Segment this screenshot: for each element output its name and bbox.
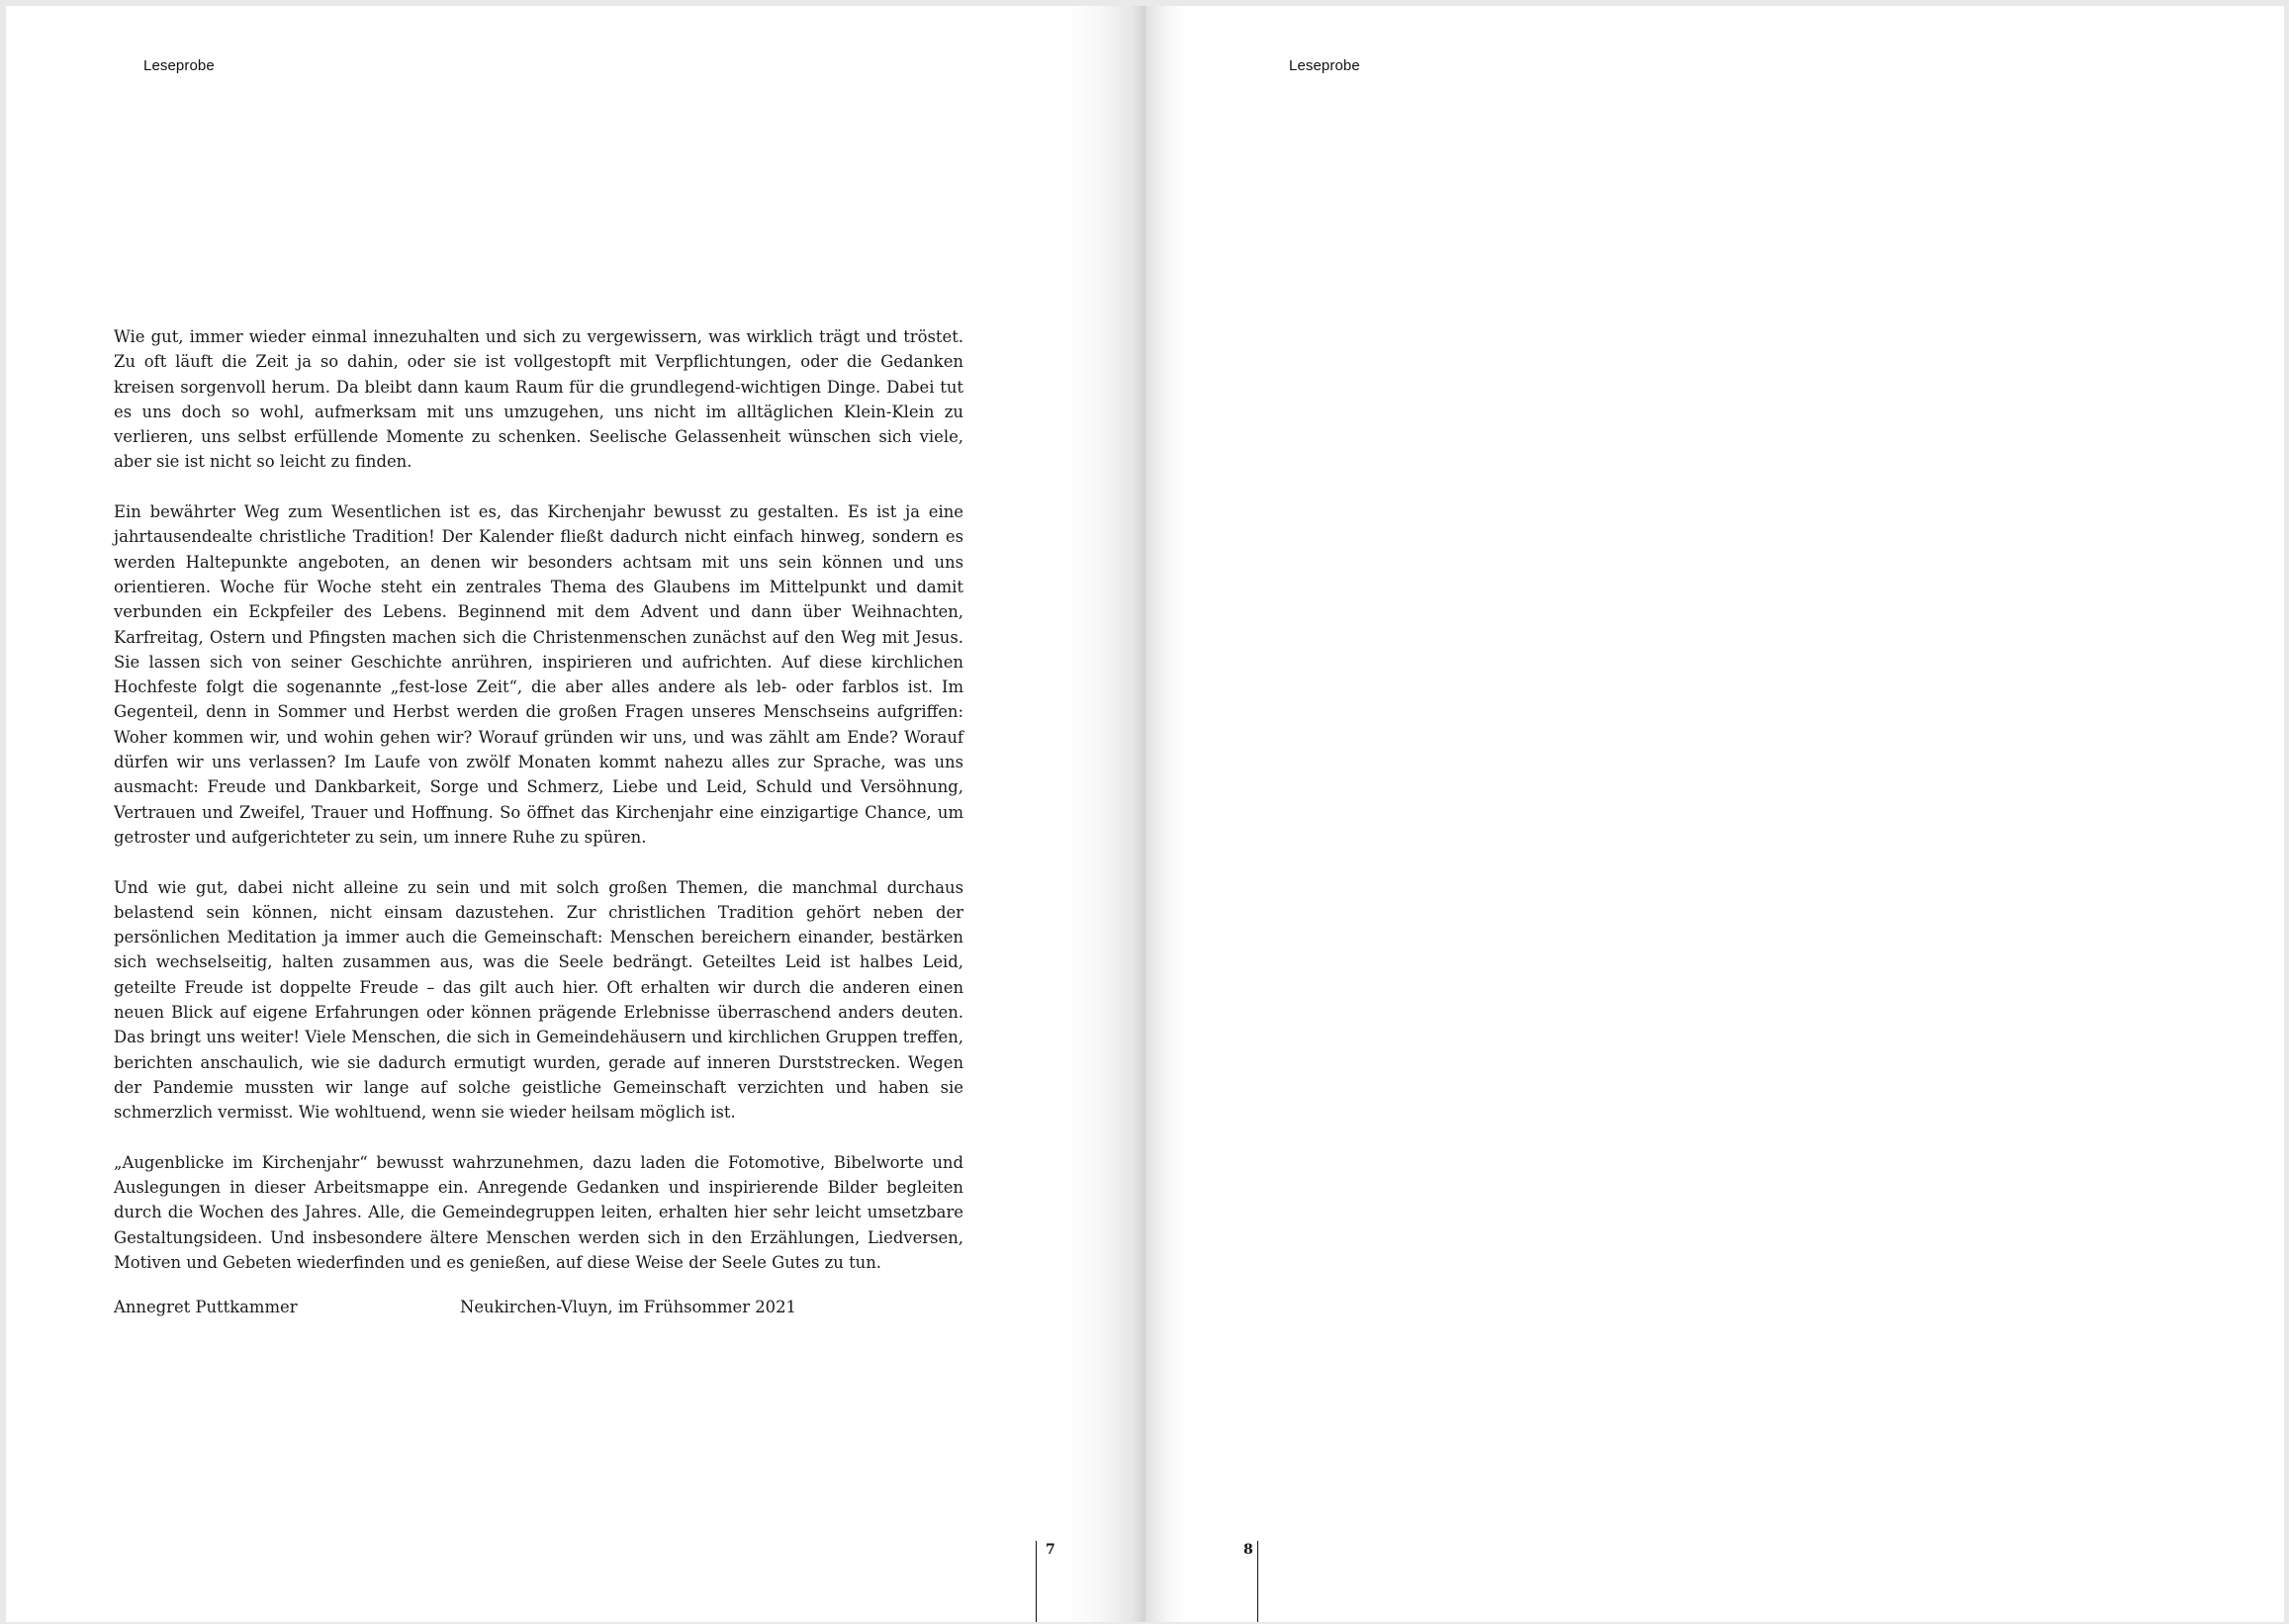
- author-name: Annegret Puttkammer: [114, 1298, 298, 1316]
- page-number-right: 8: [1243, 1542, 1253, 1558]
- gutter-shadow-left: [1064, 6, 1145, 1622]
- gutter-shadow-right: [1145, 6, 1185, 1622]
- foreword-text: [114, 324, 963, 1301]
- page-number-left: 7: [1046, 1542, 1055, 1558]
- running-head-right: Leseprobe: [1289, 57, 1360, 74]
- paragraph-2: Ein bewährter Weg zum Wesentlichen ist es, das Kirchenjahr bewusst zu gestalten. Es ist ja eine jahrtausendealte christliche Tradition! Der Kalender fließt dadurch nicht einfach hinweg, sondern es werden Haltepunkte angeboten, an denen wir besonders achtsam mit uns sein können und uns orientieren. Woche für Woche steht ein zentrales Thema des Glaubens im Mittelpunkt und damit verbunden ein Eckpfeiler des Lebens. Beginnend mit dem Advent und dann über Weihnachten, Karfreitag, Ostern und Pfingsten machen sich die Christenmenschen zunächst auf den Weg mit Jesus. Sie lassen sich von seiner Geschichte anrühren, inspirieren und aufrichten. Auf diese kirchlichen Hochfeste folgt die sogenannte „fest-lose Zeit“, die aber alles andere als leb- oder farblos ist. Im Gegenteil, denn in Sommer und Herbst werden die großen Fragen unseres Menschseins aufgriffen: Woher kommen wir, und wohin gehen wir? Worauf gründen wir uns, und was zählt am Ende? Worauf dürfen wir uns verlassen? Im Laufe von zwölf Monaten kommt nahezu alles zur Sprache, was uns ausmacht: Freude und Dankbarkeit, Sorge und Schmerz, Liebe und Leid, Schuld und Versöhnung, Vertrauen und Zweifel, Trauer und Hoffnung. So öffnet das Kirchenjahr eine einzigartige Chance, um getroster und aufgerichteter zu sein, um innere Ruhe zu spüren.: [114, 502, 963, 847]
- place-date: Neukirchen-Vluyn, im Frühsommer 2021: [460, 1298, 796, 1316]
- left-page: [6, 6, 1144, 1622]
- folio-rule-right: [1257, 1541, 1258, 1622]
- paragraph-3: Und wie gut, dabei nicht alleine zu sein und mit solch großen Themen, die manchmal durchaus belastend sein können, nicht einsam dazustehen. Zur christlichen Tradition gehört neben der persönlichen Meditation ja immer auch die Gemeinschaft: Menschen bereichern einander, bestärken sich wechselseitig, halten zusammen aus, was die Seele bedrängt. Geteiltes Leid ist halbes Leid, geteilte Freude ist doppelte Freude – das gilt auch hier. Oft erhalten wir durch die anderen einen neuen Blick auf eigene Erfahrungen oder können prägende Erlebnisse überraschend anders deuten. Das bringt uns weiter! Viele Menschen, die sich in Gemeindehäusern und kirchlichen Gruppen treffen, berichten anschaulich, wie sie dadurch ermutigt wurden, gerade auf inneren Durststrecken. Wegen der Pandemie mussten wir lange auf solche geistliche Gemeinschaft verzichten und haben sie schmerzlich vermisst. Wie wohltuend, wenn sie wieder heilsam möglich ist.: [114, 877, 963, 1123]
- paragraph-1: Wie gut, immer wieder einmal innezuhalten und sich zu vergewissern, was wirklich trägt und tröstet. Zu oft läuft die Zeit ja so dahin, oder sie ist vollgestopft mit Verpflichtungen, oder die Gedanken kreisen sorgenvoll herum. Da bleibt dann kaum Raum für die grundlegend-wichtigen Dinge. Dabei tut es uns doch so wohl, aufmerksam mit uns umzugehen, uns nicht im alltäglichen Klein-Klein zu verlieren, uns selbst erfüllende Momente zu schenken. Seelische Gelassenheit wünschen sich viele, aber sie ist nicht so leicht zu finden.: [114, 327, 963, 472]
- running-head-left: Leseprobe: [143, 57, 215, 74]
- paragraph-4: „Augenblicke im Kirchenjahr“ bewusst wahrzunehmen, dazu laden die Fotomotive, Bibelworte und Auslegungen in dieser Arbeitsmappe ein. Anregende Gedanken und inspirierende Bilder begleiten durch die Wochen des Jahres. Alle, die Gemeindegruppen leiten, erhalten hier sehr leicht umsetzbare Gestaltungsideen. Und insbesondere ältere Menschen werden sich in den Erzählungen, Liedversen, Motiven und Gebeten wiederfinden und es genießen, auf diese Weise der Seele Gutes zu tun.: [114, 1152, 963, 1272]
- right-page: [1145, 6, 2284, 1622]
- book-spread: [6, 6, 2284, 1622]
- folio-rule-left: [1036, 1541, 1037, 1622]
